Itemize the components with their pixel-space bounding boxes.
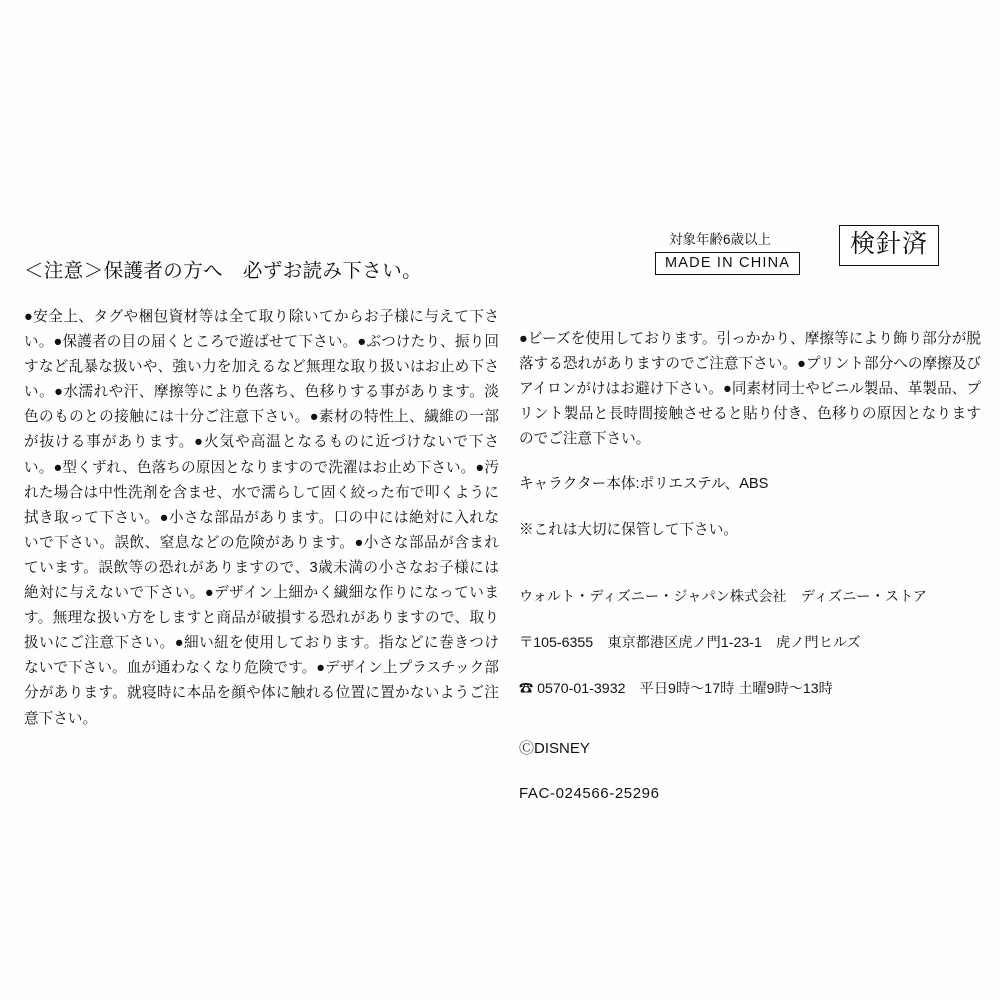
fac-code: FAC-024566-25296 [519,785,660,803]
warning-title: ＜注意＞保護者の方へ 必ずお読み下さい。 [24,260,423,282]
care-label-sheet [24,230,981,803]
copyright-line: ⒸDISNEY [519,739,590,757]
age-rating-label: 対象年齢6歳以上 [669,232,772,247]
material-line: キャラクター本体:ポリエステル、ABS [519,476,769,493]
made-in-china-badge: MADE IN CHINA [655,252,800,275]
company-address: 〒105-6355 東京都港区虎ノ門1-23-1 虎ノ門ヒルズ [519,634,861,651]
needle-inspected-badge: 検針済 [839,225,939,266]
company-name: ウォルト・ディズニー・ジャパン株式会社 ディズニー・ストア [519,588,927,605]
keep-note-line: ※これは大切に保管して下さい。 [519,521,738,538]
badge-group [519,230,979,291]
right-column [519,327,981,807]
warning-body-text: ●安全上、タグや梱包資材等は全て取り除いてからお子様に与えて下さい。●保護者の目の届くところで遊ばせて下さい。●ぶつけたり、振り回すなど乱暴な扱いや、強い力を加えるなど無理な取り扱いはお止め下さい。●水濡れや汗、摩擦等により色落ち、色移りする事があります。淡色のものとの接触には十分ご注意下さい。●素材の特性上、繊維の一部が抜ける事があります。●火気や高温となるものに近づけないで下さい。●型くずれ、色落ちの原因となりますので洗濯はお止め下さい。●汚れた場合は中性洗剤を含ませ、水で濡らして固く絞った布で叩くように拭き取って下さい。●小さな部品があります。口の中には絶対に入れないで下さい。誤飲、窒息などの危険があります。●小さな部品が含まれています。誤飲等の恐れがありますので、3歳未満の小さなお子様には絶対に与えないで下さい。●デザイン上細かく繊細な作りになっています。無理な扱い方をしますと商品が破損する恐れがありますので、取り扱いにご注意下さい。●細い紐を使用しております。指などに巻きつけないで下さい。血が通わなくなり危険です。●デザイン上プラスチック部分があります。就寝時に本品を顔や体に触れる位置に置かないようご注意下さい。 [24,309,499,727]
right-body-text: ●ビーズを使用しております。引っかかり、摩擦等により飾り部分が脱落する恐れがありますのでご注意下さい。●プリント部分への摩擦及びアイロンがけはお避け下さい。●同素材同士やビニル製品、革製品、プリント製品と長時間接触させると貼り付き、色移りの原因となりますのでご注意下さい。 [519,331,981,448]
company-block [519,563,981,724]
company-phone: ☎ 0570-01-3932 平日9時〜17時 土曜9時〜13時 [519,680,833,697]
left-column [24,255,499,732]
